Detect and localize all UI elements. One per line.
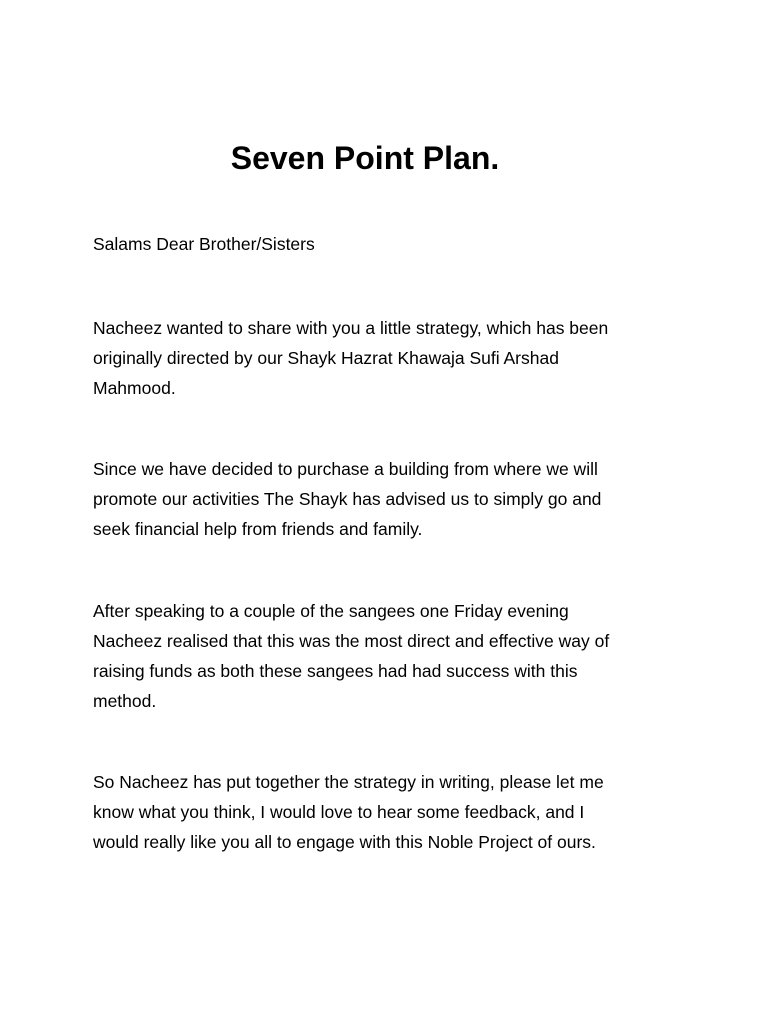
- paragraph-1: [93, 313, 693, 403]
- paragraph-line: So Nacheez has put together the strategy in writing, please let me: [93, 772, 604, 792]
- paragraph-line: After speaking to a couple of the sangees one Friday evening: [93, 601, 569, 621]
- paragraph-line: Nacheez wanted to share with you a little strategy, which has been: [93, 318, 609, 338]
- greeting-line: [93, 229, 693, 259]
- paragraph-line: raising funds as both these sangees had had success with this: [93, 661, 578, 681]
- paragraph-line: would really like you all to engage with this Noble Project of ours.: [93, 832, 596, 852]
- paragraph-line: originally directed by our Shayk Hazrat Khawaja Sufi Arshad: [93, 348, 559, 368]
- greeting-text: Salams Dear Brother/Sisters: [93, 234, 315, 254]
- paragraph-line: method.: [93, 691, 157, 711]
- paragraph-line: Since we have decided to purchase a building from where we will: [93, 459, 598, 479]
- document-title: Seven Point Plan.: [230, 140, 500, 176]
- paragraph-line: Nacheez realised that this was the most direct and effective way of: [93, 631, 610, 651]
- paragraph-line: promote our activities The Shayk has advised us to simply go and: [93, 489, 602, 509]
- paragraph-4: [93, 767, 693, 857]
- paragraph-3: [93, 596, 693, 716]
- paragraph-line: Mahmood.: [93, 378, 176, 398]
- paragraph-line: seek financial help from friends and family.: [93, 519, 423, 539]
- paragraph-line: know what you think, I would love to hear some feedback, and I: [93, 802, 585, 822]
- paragraph-2: [93, 454, 693, 544]
